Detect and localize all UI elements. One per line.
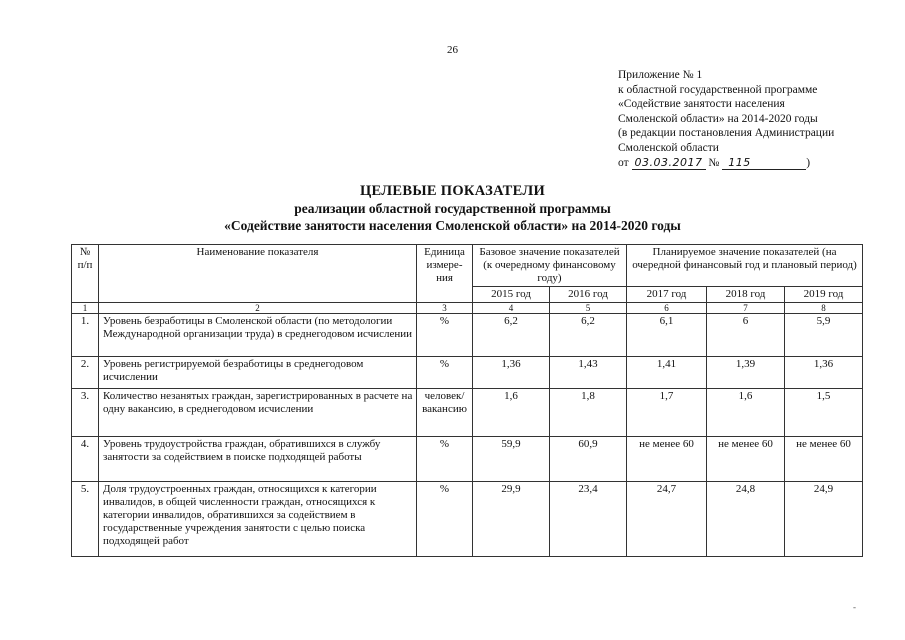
- value-cell: не менее 60: [785, 437, 863, 482]
- value-cell: 1,7: [627, 389, 707, 437]
- row-number: 2.: [72, 357, 99, 389]
- column-number: 5: [550, 303, 627, 314]
- document-title: ЦЕЛЕВЫЕ ПОКАЗАТЕЛИ: [359, 183, 546, 199]
- value-cell: 1,5: [785, 389, 863, 437]
- appendix-line: Смоленской области: [618, 141, 719, 154]
- appendix-line: к областной государственной программе: [618, 83, 818, 96]
- value-cell: 1,8: [550, 389, 627, 437]
- value-cell: 1,6: [473, 389, 550, 437]
- date-prefix: от: [618, 156, 629, 169]
- year-header: 2018 год: [707, 287, 785, 303]
- value-cell: не менее 60: [707, 437, 785, 482]
- column-number: 1: [72, 303, 99, 314]
- scan-speck: -: [853, 602, 856, 612]
- value-cell: 5,9: [785, 314, 863, 357]
- value-cell: 6: [707, 314, 785, 357]
- value-cell: 60,9: [550, 437, 627, 482]
- value-cell: 1,43: [550, 357, 627, 389]
- unit-cell: %: [417, 437, 473, 482]
- page-number: 26: [447, 44, 458, 56]
- row-number: 1.: [72, 314, 99, 357]
- indicator-name: Уровень регистрируемой безработицы в среднегодовом исчислении: [99, 357, 417, 389]
- value-cell: 1,36: [473, 357, 550, 389]
- header-unit: Единица измере-ния: [417, 245, 473, 303]
- value-cell: 23,4: [550, 482, 627, 557]
- column-number: 8: [785, 303, 863, 314]
- table-row: [72, 314, 863, 357]
- unit-cell: %: [417, 482, 473, 557]
- column-number: 4: [473, 303, 550, 314]
- indicator-name: Количество незанятых граждан, зарегистрированных в расчете на одну вакансию, в среднегодовом исчислении: [99, 389, 417, 437]
- handwritten-number: 115: [722, 157, 806, 170]
- appendix-line: Приложение № 1: [618, 69, 703, 81]
- value-cell: 1,41: [627, 357, 707, 389]
- program-title: «Содействие занятости населения Смоленской области» на 2014-2020 годы: [224, 218, 681, 233]
- row-number: 5.: [72, 482, 99, 557]
- year-header: 2015 год: [473, 287, 550, 303]
- header-row: [72, 245, 863, 287]
- value-cell: 24,7: [627, 482, 707, 557]
- header-name: Наименование показателя: [99, 245, 417, 303]
- appendix-line: Смоленской области» на 2014-2020 годы: [618, 112, 818, 125]
- appendix-date-line: [618, 156, 898, 171]
- value-cell: не менее 60: [627, 437, 707, 482]
- handwritten-date: 03.03.2017: [632, 157, 706, 170]
- value-cell: 29,9: [473, 482, 550, 557]
- value-cell: 6,2: [473, 314, 550, 357]
- year-header: 2017 год: [627, 287, 707, 303]
- value-cell: 24,9: [785, 482, 863, 557]
- indicators-table: [71, 244, 863, 557]
- appendix-block: [618, 68, 898, 170]
- column-number-row: [72, 303, 863, 314]
- appendix-line: (в редакции постановления Администрации: [618, 127, 835, 140]
- indicator-name: Уровень безработицы в Смоленской области (по методологии Международной организации труда) в среднегодовом исчислении: [99, 314, 417, 357]
- value-cell: 6,2: [550, 314, 627, 357]
- value-cell: 1,6: [707, 389, 785, 437]
- unit-cell: %: [417, 357, 473, 389]
- number-label: №: [708, 156, 720, 169]
- close-paren: ): [806, 156, 811, 169]
- row-number: 3.: [72, 389, 99, 437]
- column-number: 6: [627, 303, 707, 314]
- unit-cell: человек/ вакансию: [417, 389, 473, 437]
- table-row: [72, 482, 863, 557]
- year-header: 2016 год: [550, 287, 627, 303]
- column-number: 3: [417, 303, 473, 314]
- indicator-name: Доля трудоустроенных граждан, относящихся к категории инвалидов, в общей численности граждан, относящихся к категории инвалидов, обратившихся за содействием в государственные учреждения занятости с целью поиска подходящей работ: [99, 482, 417, 557]
- value-cell: 1,36: [785, 357, 863, 389]
- indicator-name: Уровень трудоустройства граждан, обратившихся в службу занятости за содействием в поиске подходящей работы: [99, 437, 417, 482]
- table-row: [72, 437, 863, 482]
- header-base: Базовое значение показателей (к очередному финансовому году): [473, 245, 627, 287]
- unit-cell: %: [417, 314, 473, 357]
- row-number: 4.: [72, 437, 99, 482]
- value-cell: 6,1: [627, 314, 707, 357]
- table-row: [72, 389, 863, 437]
- header-planned: Планируемое значение показателей (на очередной финансовый год и плановый период): [627, 245, 863, 287]
- column-number: 2: [99, 303, 417, 314]
- document-subtitle: реализации областной государственной программы: [294, 201, 611, 216]
- value-cell: 24,8: [707, 482, 785, 557]
- value-cell: 1,39: [707, 357, 785, 389]
- value-cell: 59,9: [473, 437, 550, 482]
- table-row: [72, 357, 863, 389]
- appendix-line: «Содействие занятости населения: [618, 98, 785, 111]
- year-header: 2019 год: [785, 287, 863, 303]
- header-num: № п/п: [72, 245, 99, 303]
- column-number: 7: [707, 303, 785, 314]
